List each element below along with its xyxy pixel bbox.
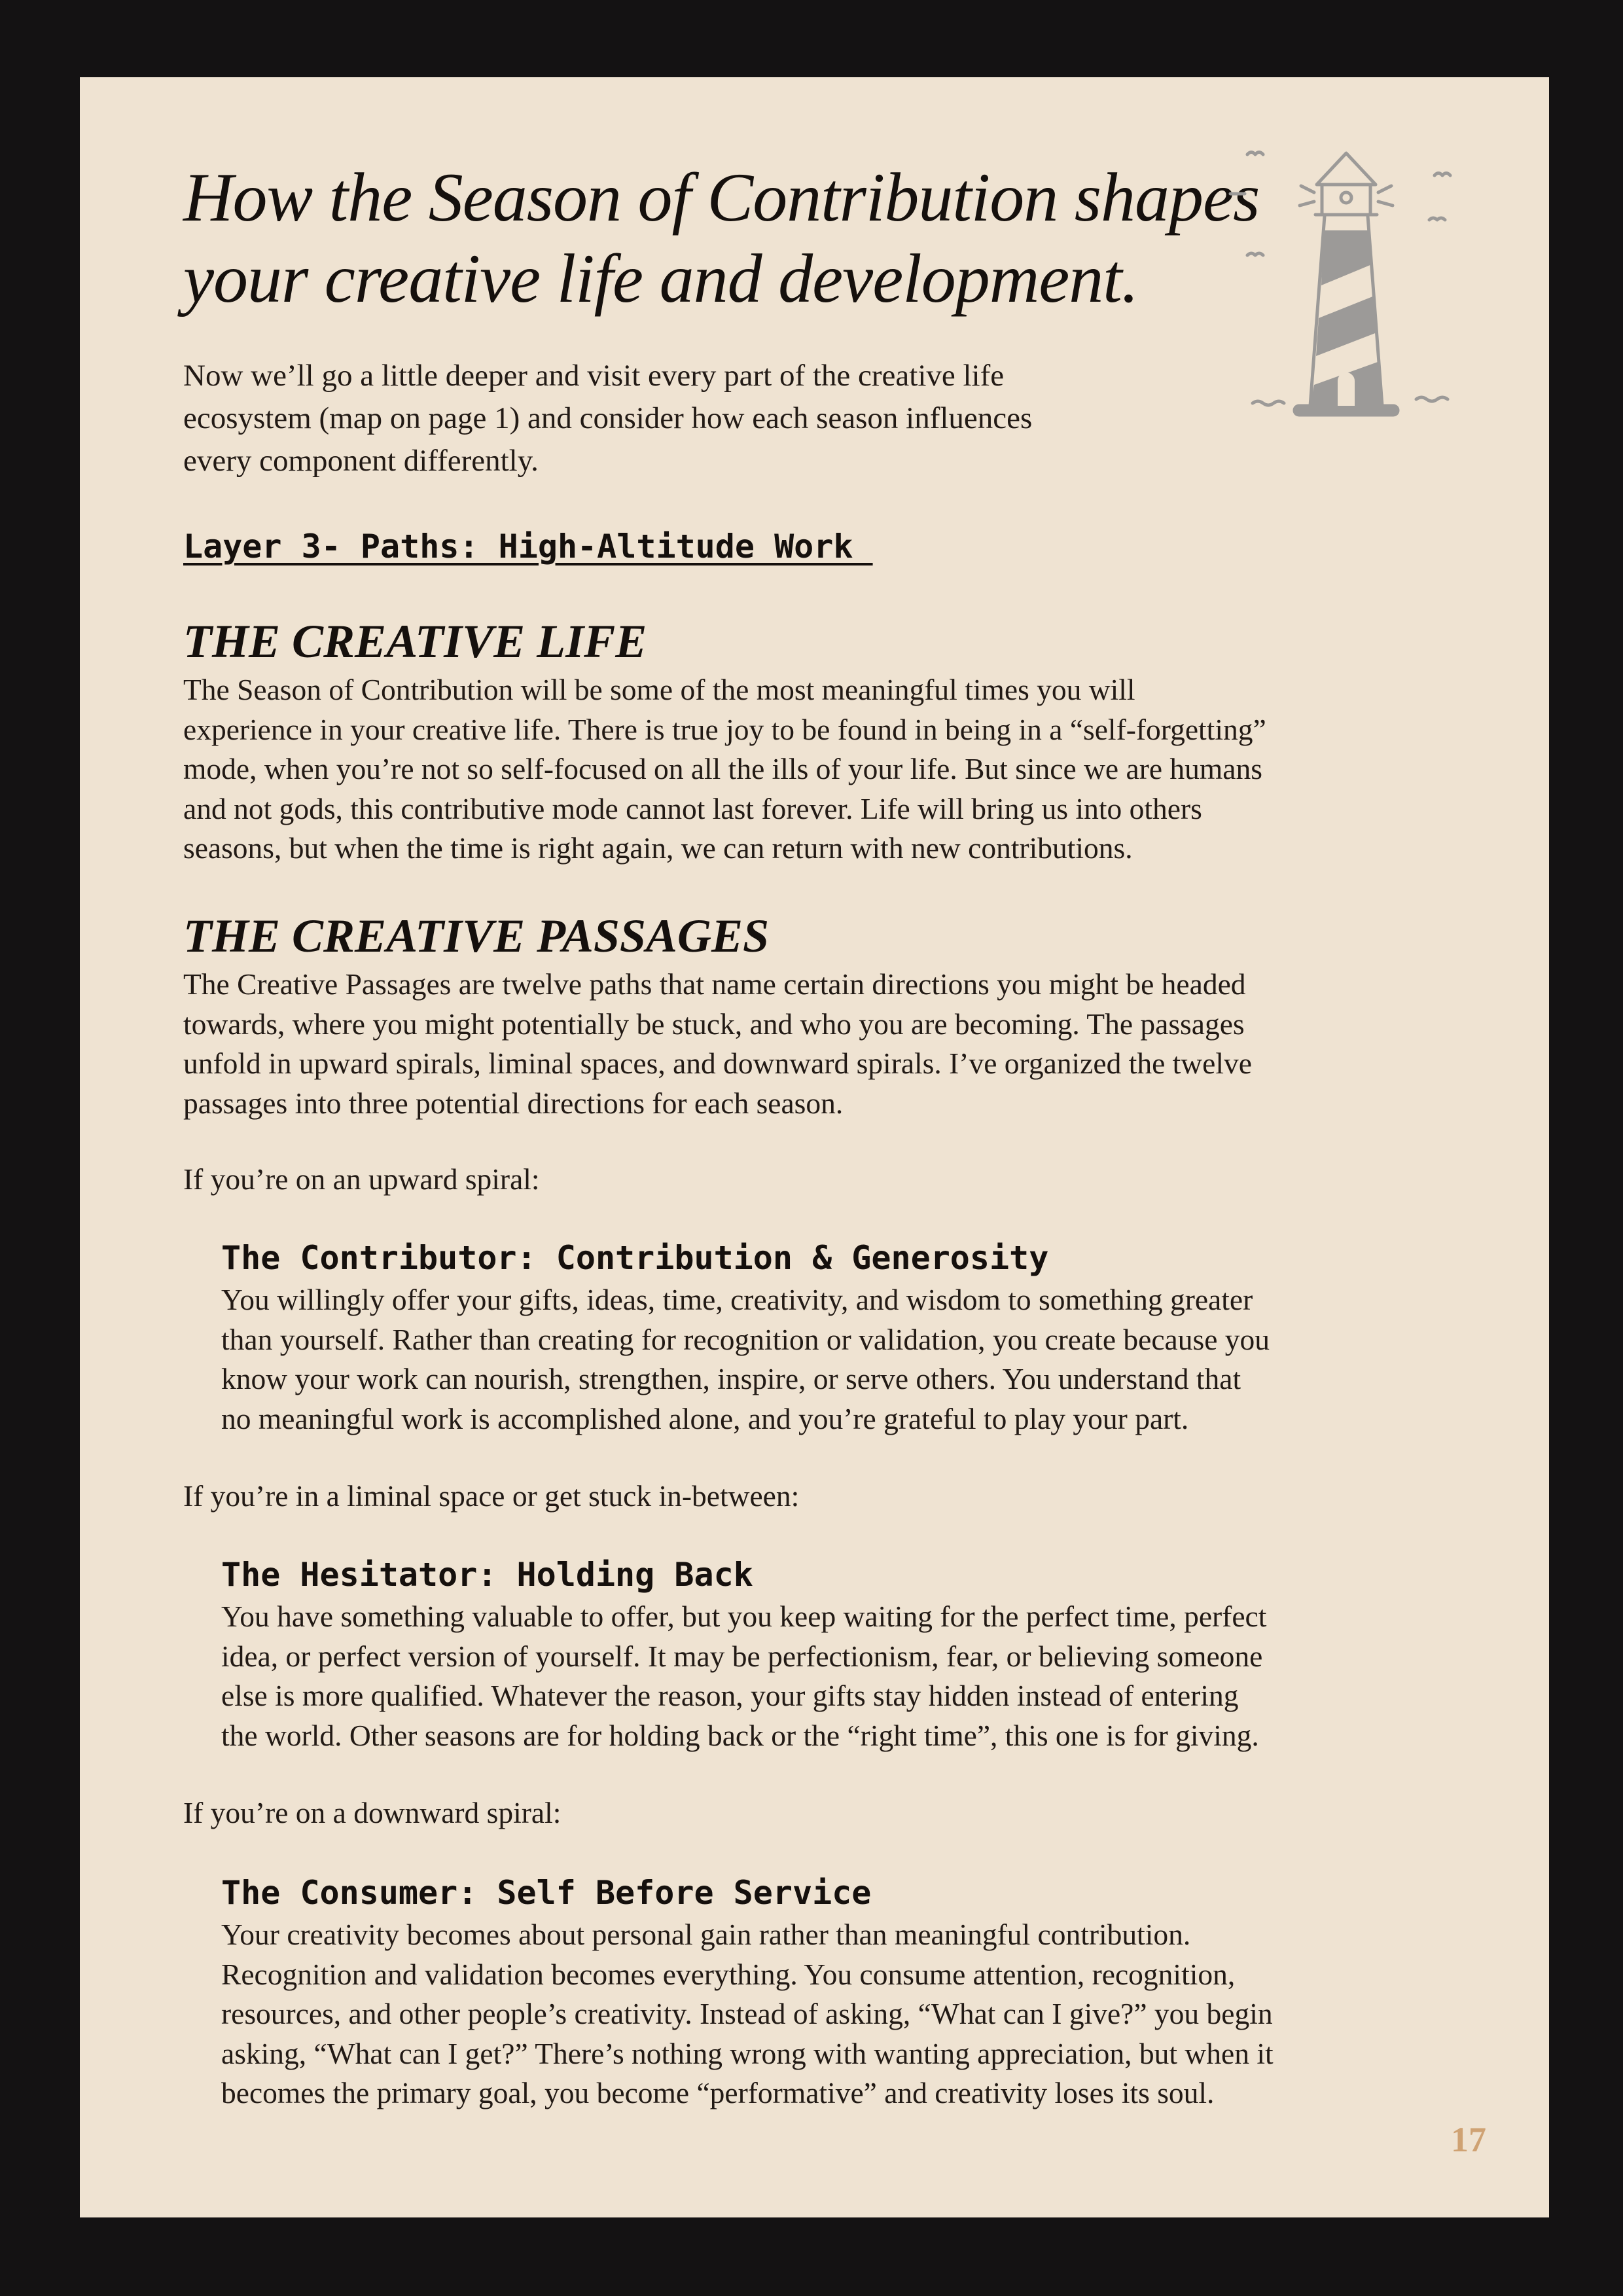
paragraph-line: else is more qualified. Whatever the reason, your gifts stay hidden instead of entering [221,1679,1239,1712]
paragraph-line: You willingly offer your gifts, ideas, time, creativity, and wisdom to something greater [221,1283,1253,1316]
paragraph-line: and not gods, this contributive mode cannot last forever. Life will bring us into others [183,791,1202,825]
layer-heading: Layer 3- Paths: High-Altitude Work [183,528,873,565]
upward-spiral-lead: If you’re on an upward spiral: [183,1162,540,1196]
liminal-space-lead: If you’re in a liminal space or get stuck in-between: [183,1479,800,1513]
intro-line: Now we’ll go a little deeper and visit every part of the creative life [183,359,1005,393]
page-title [183,157,1296,319]
creative-passages-heading: THE CREATIVE PASSAGES [183,910,770,962]
paragraph-line: resources, and other people’s creativity. Instead of asking, “What can I give?” you begin [221,1997,1273,2030]
paragraph-line: asking, “What can I get?” There’s nothing wrong with wanting appreciation, but when it [221,2036,1274,2070]
hesitator-passage-title: The Hesitator: Holding Back [221,1556,753,1594]
page-number: 17 [1451,2120,1486,2159]
paragraph-line: mode, when you’re not so self-focused on all the ills of your life. But since we are humans [183,752,1262,785]
downward-spiral-lead: If you’re on a downward spiral: [183,1796,562,1829]
paragraph-line: know your work can nourish, strengthen, inspire, or serve others. You understand that [221,1362,1241,1395]
paragraph-line: Recognition and validation becomes everything. You consume attention, recognition, [221,1957,1236,1991]
paragraph-line: idea, or perfect version of yourself. It may be perfectionism, fear, or believing someone [221,1639,1263,1673]
lighthouse-icon [1219,143,1493,457]
creative-life-heading: THE CREATIVE LIFE [183,615,647,668]
paragraph-line: seasons, but when the time is right again, we can return with new contributions. [183,831,1133,865]
paragraph-line: experience in your creative life. There is true joy to be found in being in a “self-forgetting” [183,712,1266,746]
paragraph-line: the world. Other seasons are for holding back or the “right time”, this one is for giving. [221,1718,1259,1752]
intro-line: ecosystem (map on page 1) and consider how each season influences [183,401,1033,435]
creative-life-paragraph [183,670,1266,869]
paragraph-line: passages into three potential directions for each season. [183,1086,844,1120]
paragraph-line: no meaningful work is accomplished alone, and you’re grateful to play your part. [221,1401,1189,1435]
consumer-paragraph [221,1915,1274,2113]
intro-line: every component differently. [183,444,539,478]
creative-passages-paragraph [183,965,1252,1123]
contributor-passage-title: The Contributor: Contribution & Generosity [221,1239,1049,1277]
paragraph-line: unfold in upward spirals, liminal spaces, and downward spirals. I’ve organized the twelve [183,1047,1252,1080]
paragraph-line: becomes the primary goal, you become “performative” and creativity loses its soul. [221,2076,1215,2109]
paragraph-line: than yourself. Rather than creating for recognition or validation, you create because you [221,1322,1270,1356]
paragraph-line: The Creative Passages are twelve paths that name certain directions you might be headed [183,967,1246,1001]
paragraph-line: towards, where you might potentially be stuck, and who you are becoming. The passages [183,1007,1245,1041]
paragraph-line: You have something valuable to offer, but you keep waiting for the perfect time, perfect [221,1600,1267,1633]
consumer-passage-title: The Consumer: Self Before Service [221,1874,872,1912]
document-page [80,77,1549,2217]
hesitator-paragraph [221,1597,1266,1755]
paragraph-line: Your creativity becomes about personal gain rather than meaningful contribution. [221,1918,1191,1951]
title-line: How the Season of Contribution shapes [183,159,1260,236]
intro-paragraph [183,355,1230,482]
title-line: your creative life and development. [183,240,1139,317]
contributor-paragraph [221,1280,1270,1439]
paragraph-line: The Season of Contribution will be some of the most meaningful times you will [183,673,1135,706]
